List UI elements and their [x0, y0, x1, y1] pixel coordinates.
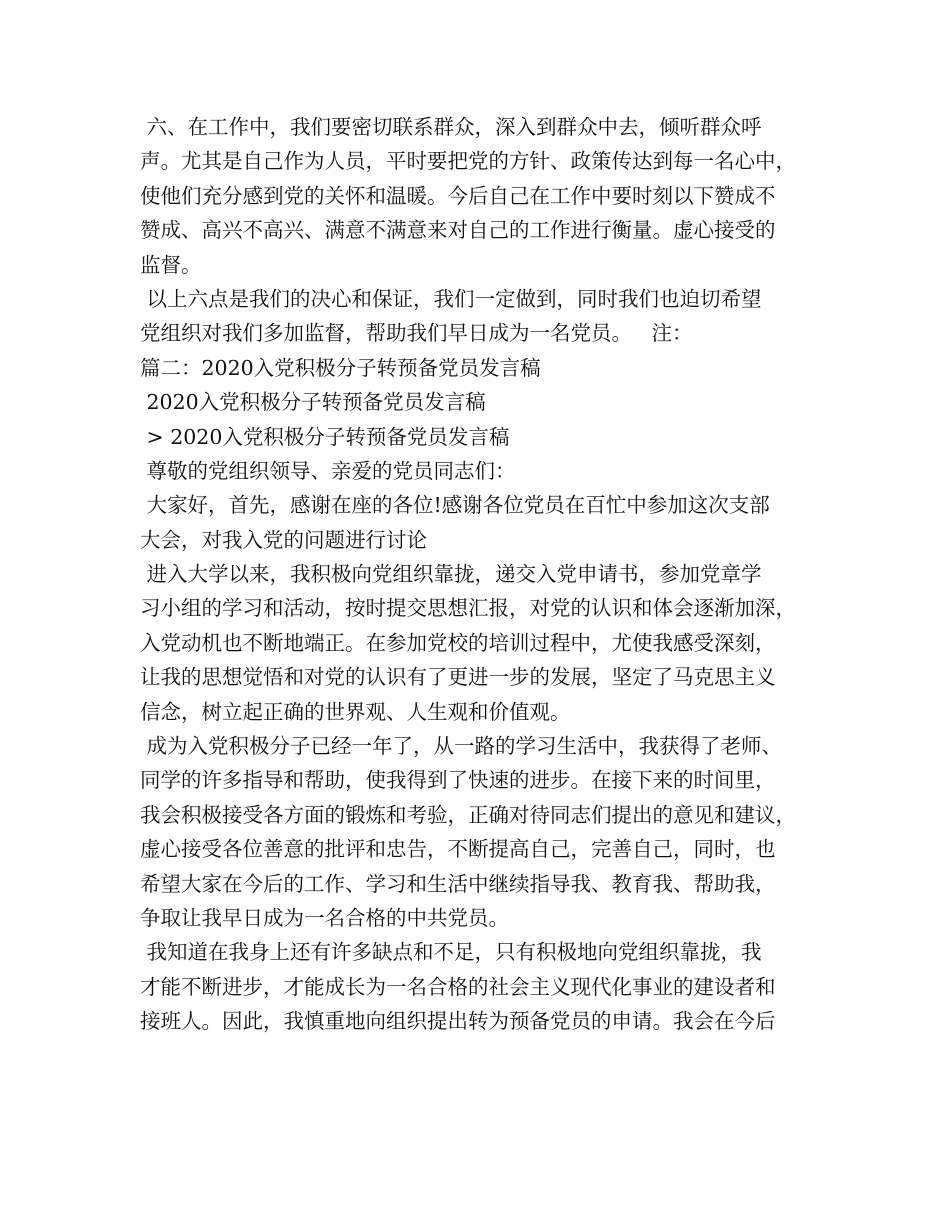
text-line: 我知道在我身上还有许多缺点和不足，只有积极地向党组织靠拢，我 — [140, 940, 762, 965]
text-line: 使他们充分感到党的关怀和温暖。今后自己在工作中要时刻以下赞成不 — [140, 183, 776, 208]
document-body — [140, 110, 830, 1039]
text-line: 六、在工作中，我们要密切联系群众，深入到群众中去，倾听群众呼 — [140, 115, 762, 139]
text-line: 成为入党积极分子已经一年了，从一路的学习生活中，我获得了老师、 — [140, 734, 783, 759]
text-line: 我会积极接受各方面的锻炼和考验，正确对待同志们提出的意见和建议， — [140, 802, 796, 827]
text-line: > 2020入党积极分子转预备党员发言稿 — [140, 424, 510, 449]
text-line: 希望大家在今后的工作、学习和生活中继续指导我、教育我、帮助我， — [140, 871, 776, 896]
text-line: 尊敬的党组织领导、亲爱的党员同志们： — [140, 458, 516, 483]
text-line: 争取让我早日成为一名合格的中共党员。 — [140, 905, 509, 930]
text-line: 同学的许多指导和帮助，使我得到了快速的进步。在接下来的时间里， — [140, 768, 776, 793]
text-line: 入党动机也不断地端正。在参加党校的培训过程中，尤使我感受深刻， — [140, 630, 776, 655]
text-line: 让我的思想觉悟和对党的认识有了更进一步的发展，坚定了马克思主义 — [140, 665, 776, 690]
text-line: 篇二：2020入党积极分子转预备党员发言稿 — [140, 355, 541, 380]
text-line: 党组织对我们多加监督，帮助我们早日成为一名党员。 注： — [140, 321, 693, 346]
text-line: 赞成、高兴不高兴、满意不满意来对自己的工作进行衡量。虚心接受的 — [140, 218, 776, 243]
text-line: 大家好，首先，感谢在座的各位!感谢各位党员在百忙中参加这次支部 — [140, 493, 770, 518]
text-line: 习小组的学习和活动，按时提交思想汇报，对党的认识和体会逐渐加深， — [140, 596, 796, 621]
text-line: 大会，对我入党的问题进行讨论 — [140, 527, 427, 552]
text-line: 监督。 — [140, 252, 202, 277]
text-line: 信念，树立起正确的世界观、人生观和价值观。 — [140, 699, 571, 724]
text-line: 声。尤其是自己作为人员，平时要把党的方针、政策传达到每一名心中， — [140, 149, 796, 174]
text-line: 才能不断进步，才能成长为一名合格的社会主义现代化事业的建设者和 — [140, 974, 776, 999]
text-line: 以上六点是我们的决心和保证，我们一定做到，同时我们也迫切希望 — [140, 286, 762, 311]
text-line: 2020入党积极分子转预备党员发言稿 — [140, 390, 486, 415]
text-line: 接班人。因此，我慎重地向组织提出转为预备党员的申请。我会在今后 — [140, 1009, 776, 1034]
text-line: 进入大学以来，我积极向党组织靠拢，递交入党申请书，参加党章学 — [140, 562, 762, 587]
text-line: 虚心接受各位善意的批评和忠告，不断提高自己，完善自己，同时，也 — [140, 837, 776, 862]
